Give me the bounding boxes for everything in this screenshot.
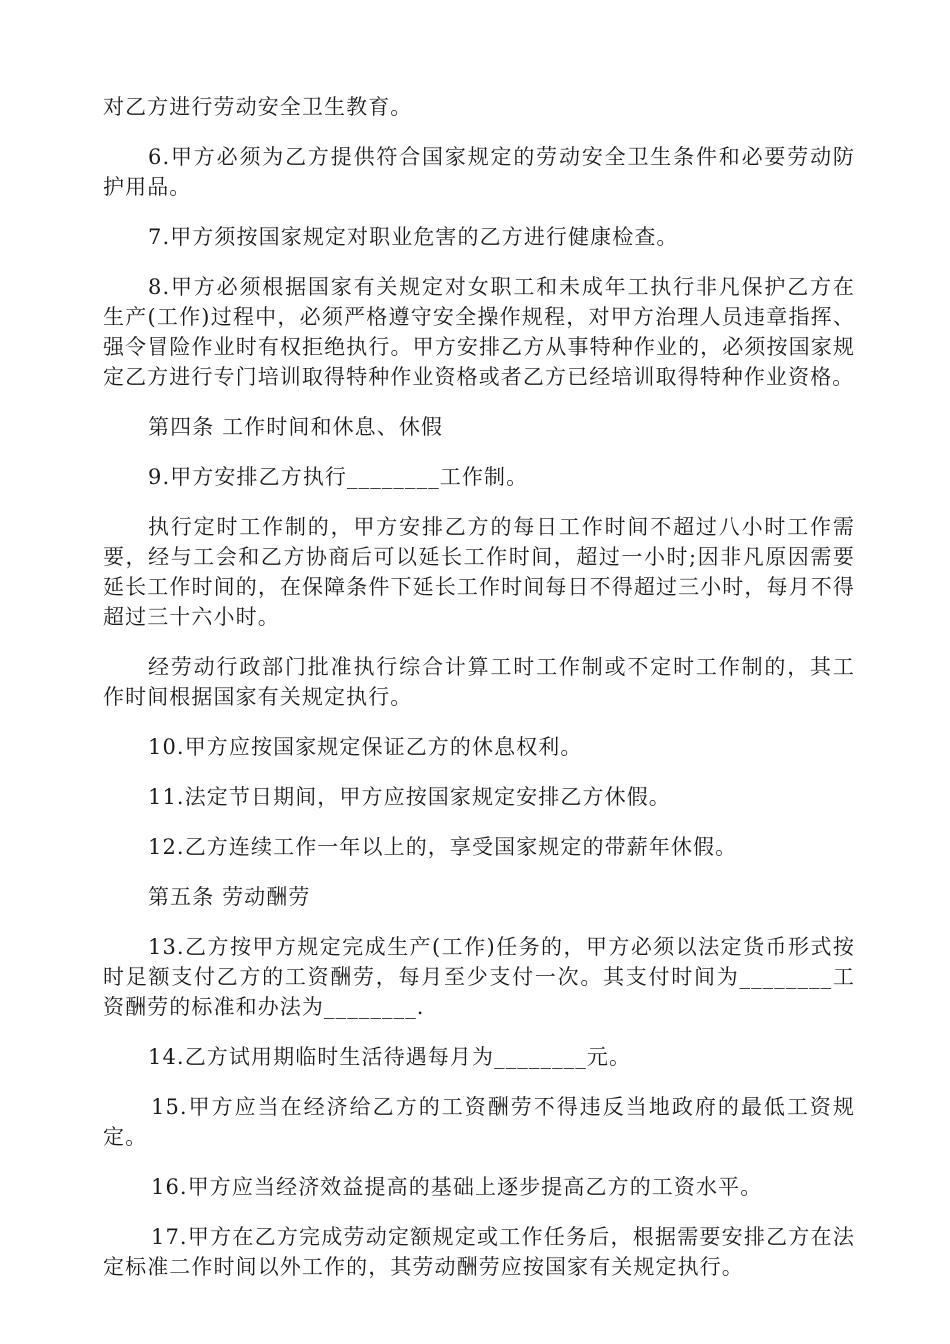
section-heading-article-5: 第五条 劳动酬劳 xyxy=(148,885,311,909)
paragraph-1: 对乙方进行劳动安全卫生教育。 xyxy=(103,95,413,119)
paragraph-item-16: 16.甲方应当经济效益提高的基础上逐步提高乙方的工资水平。 xyxy=(151,1175,763,1199)
paragraph-item-15: 15.甲方应当在经济给乙方的工资酬劳不得违反当地政府的最低工资规定。 xyxy=(103,1095,855,1149)
paragraph-item-6: 6.甲方必须为乙方提供符合国家规定的劳动安全卫生条件和必要劳动防护用品。 xyxy=(103,145,855,199)
paragraph-item-8: 8.甲方必须根据国家有关规定对女职工和未成年工执行非凡保护乙方在生产(工作)过程中，必须严格遵守安全操作规程，对甲方治理人员违章指挥、强令冒险作业时有权拒绝执行。甲方安排乙方从事特种作业的，必须按国家规定乙方进行专门培训取得特种作业资格或者乙方已经培训取得特种作业资格。 xyxy=(103,275,855,389)
paragraph-flexible-hours: 经劳动行政部门批准执行综合计算工时工作制或不定时工作制的，其工作时间根据国家有关规定执行。 xyxy=(103,655,855,709)
paragraph-item-13: 13.乙方按甲方规定完成生产(工作)任务的，甲方必须以法定货币形式按时足额支付乙方的工资酬劳，每月至少支付一次。其支付时间为________工资酬劳的标准和办法为________. xyxy=(103,935,855,1019)
paragraph-item-7: 7.甲方须按国家规定对职业危害的乙方进行健康检查。 xyxy=(148,225,679,249)
paragraph-item-12: 12.乙方连续工作一年以上的，享受国家规定的带薪年休假。 xyxy=(148,835,738,859)
paragraph-item-11: 11.法定节日期间，甲方应按国家规定安排乙方休假。 xyxy=(148,785,671,809)
document-body xyxy=(103,92,855,1302)
paragraph-item-10: 10.甲方应按国家规定保证乙方的休息权利。 xyxy=(148,735,583,759)
section-heading-article-4: 第四条 工作时间和休息、休假 xyxy=(148,415,444,439)
paragraph-fixed-hours: 执行定时工作制的，甲方安排乙方的每日工作时间不超过八小时工作需要，经与工会和乙方协商后可以延长工作时间，超过一小时;因非凡原因需要延长工作时间的，在保障条件下延长工作时间每日不得超过三小时，每月不得超过三十六小时。 xyxy=(103,515,855,629)
paragraph-item-14: 14.乙方试用期临时生活待遇每月为________元。 xyxy=(148,1045,632,1069)
paragraph-item-17: 17.甲方在乙方完成劳动定额规定或工作任务后，根据需要安排乙方在法定标准二作时间以外工作的，其劳动酬劳应按国家有关规定执行。 xyxy=(103,1225,855,1279)
paragraph-item-9: 9.甲方安排乙方执行________工作制。 xyxy=(148,465,529,489)
